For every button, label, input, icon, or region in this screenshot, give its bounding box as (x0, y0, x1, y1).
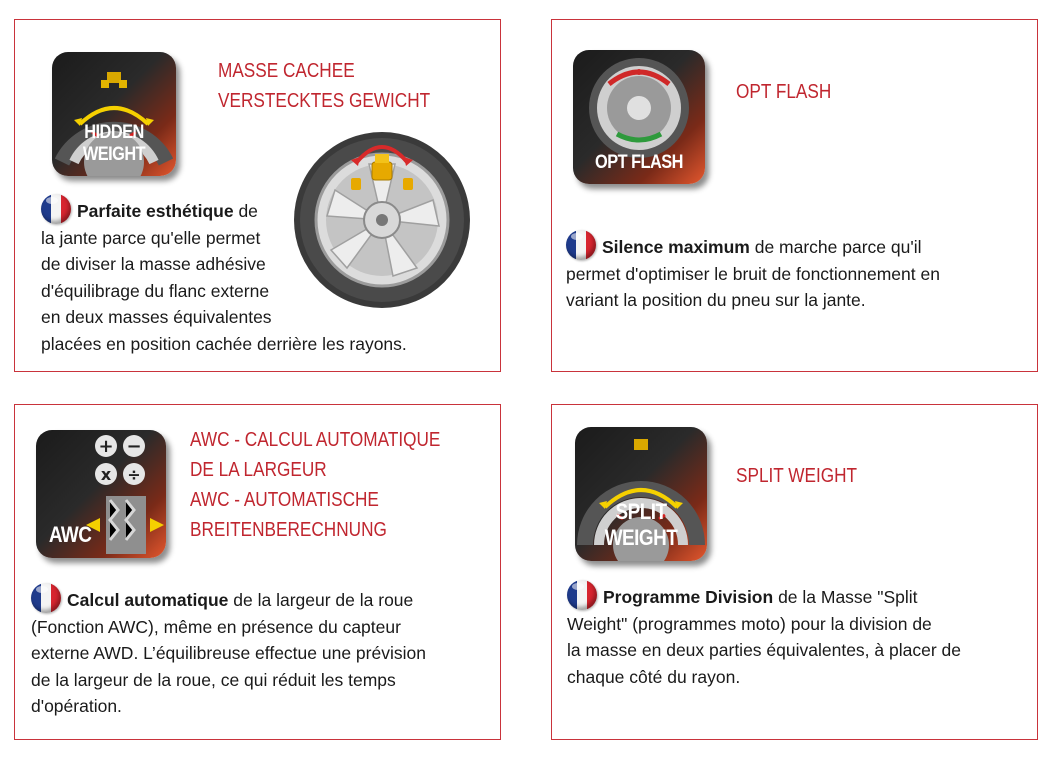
opt-flash-description: Silence maximum de marche parce qu'il permet d'optimiser le bruit de fonctionnement en variant la position du pneu sur la jante. (566, 230, 940, 314)
hidden-weight-description: Parfaite esthétique de la jante parce qu'elle permet de diviser la masse adhésive d'équilibrage du flanc externe en deux masses équivalentes placées en position cachée derrière les rayons. (41, 194, 407, 357)
opt-flash-title: OPT FLASH (736, 81, 832, 103)
hidden-weight-icon-label: HIDDEN WEIGHT (82, 122, 146, 165)
french-flag-icon (567, 580, 597, 610)
awc-title: AWC - CALCUL AUTOMATIQUE DE LA LARGEUR AWC - AUTOMATISCHE BREITENBERECHNUNG (190, 429, 441, 541)
french-flag-icon (41, 194, 71, 224)
svg-text:−: − (126, 436, 142, 457)
split-weight-icon (575, 427, 707, 561)
opt-flash-icon-label: OPT FLASH (595, 152, 683, 173)
feature-card-opt-flash (551, 19, 1038, 372)
svg-text:+: + (98, 436, 114, 457)
feature-card-hidden-weight (14, 19, 501, 372)
feature-card-split-weight (551, 404, 1038, 740)
awc-icon-label: AWC (48, 522, 92, 547)
split-weight-title: SPLIT WEIGHT (736, 465, 858, 487)
split-weight-icon-label: SPLIT WEIGHT (604, 499, 678, 550)
feature-card-awc (14, 404, 501, 740)
svg-text:x: x (100, 465, 112, 484)
split-weight-description: Programme Division de la Masse "Split Weight" (programmes moto) pour la division de la masse en deux parties équivalentes, à placer de chaque côté du rayon. (567, 580, 961, 690)
awc-icon (36, 430, 166, 558)
svg-text:÷: ÷ (127, 465, 141, 484)
french-flag-icon (31, 583, 61, 613)
awc-description: Calcul automatique de la largeur de la roue (Fonction AWC), même en présence du capteur externe AWD. L’équilibreuse effectue une prévision de la largeur de la roue, ce qui réduit les temps d'opération. (31, 583, 426, 720)
french-flag-icon (566, 230, 596, 260)
hidden-weight-icon (52, 52, 176, 176)
opt-flash-icon (573, 50, 705, 184)
hidden-weight-title: MASSE CACHEE VERSTECKTES GEWICHT (218, 60, 431, 112)
